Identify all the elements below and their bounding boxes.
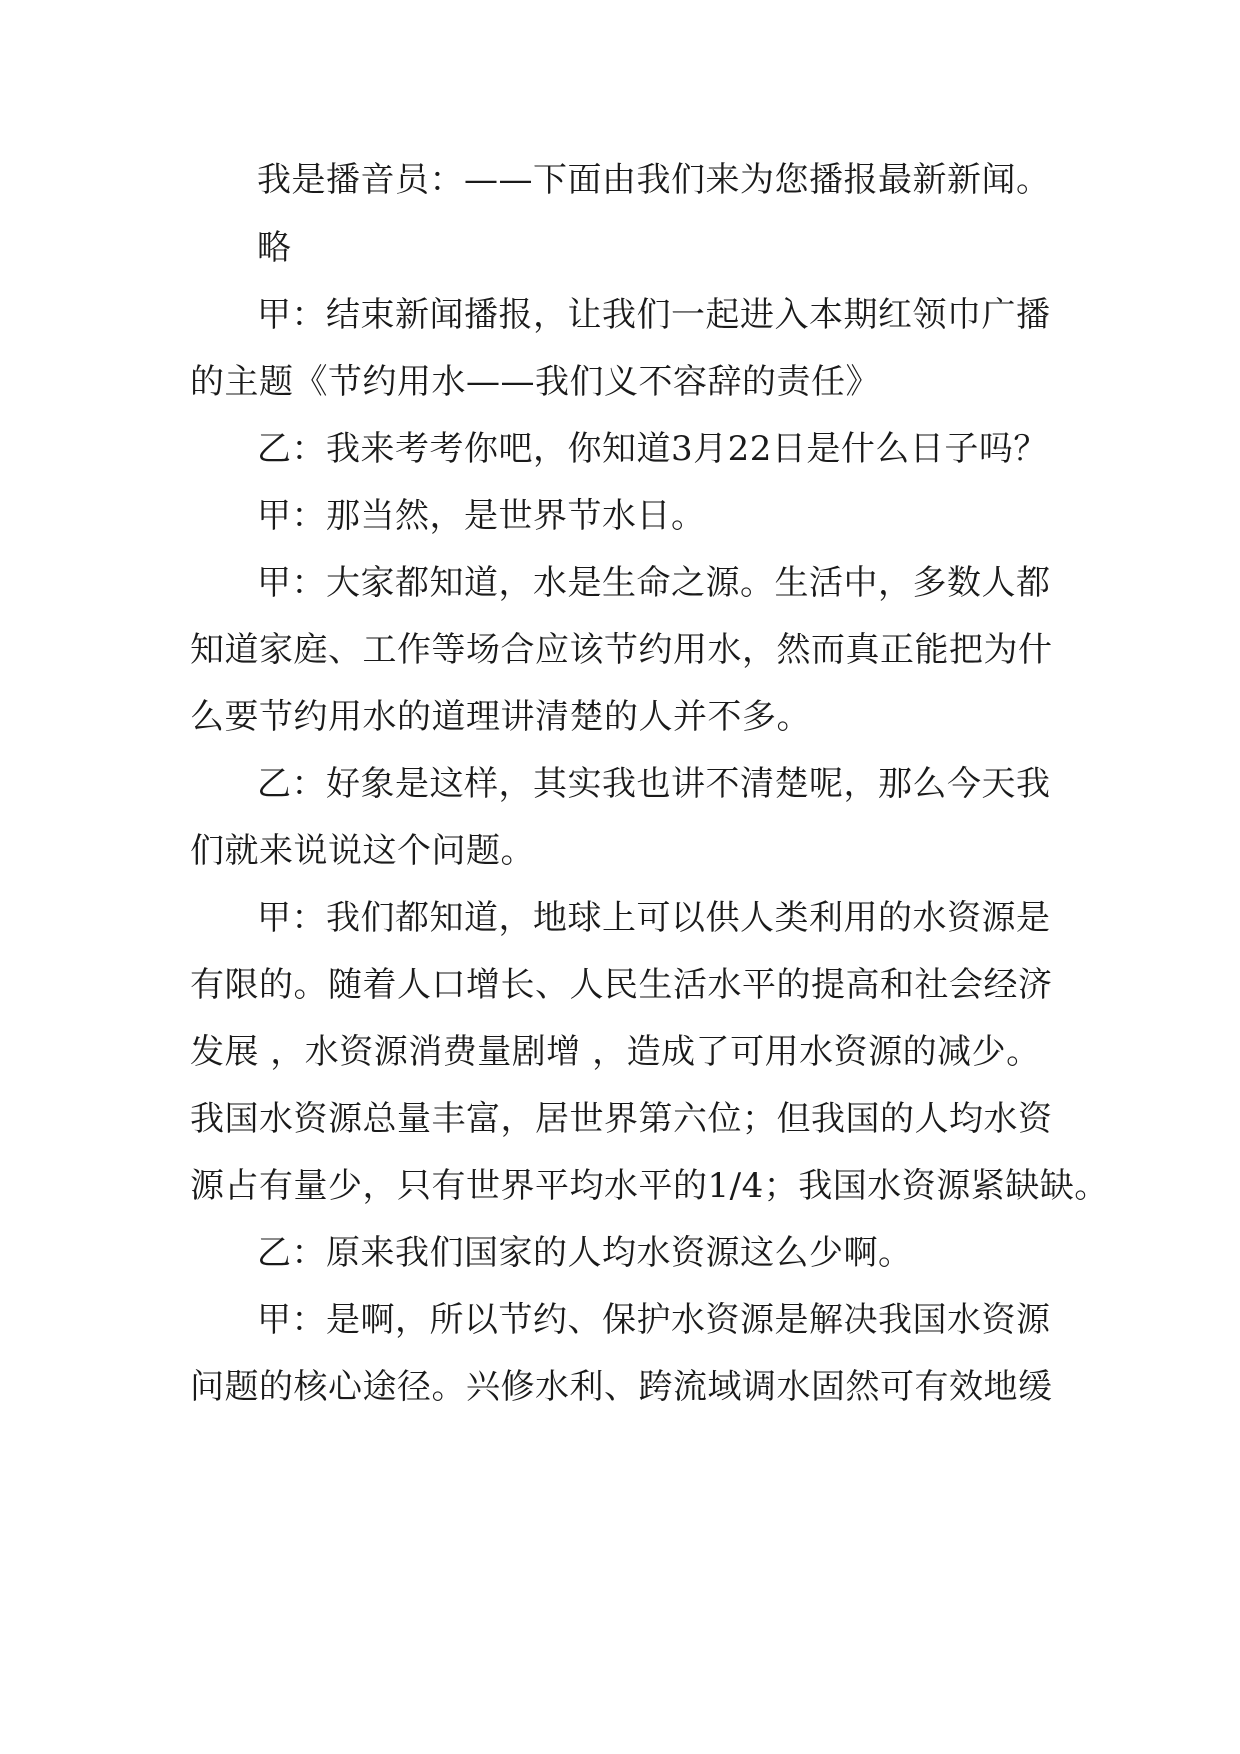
text-line: 甲：大家都知道，水是生命之源。生活中，多数人都 xyxy=(257,563,1051,603)
text-line: 知道家庭、工作等场合应该节约用水，然而真正能把为什 xyxy=(190,630,1053,670)
text-line: 甲：是啊，所以节约、保护水资源是解决我国水资源 xyxy=(257,1300,1051,1340)
text-line: 我国水资源总量丰富，居世界第六位；但我国的人均水资 xyxy=(190,1099,1053,1139)
text-line: 乙：我来考考你吧，你知道3月22日是什么日子吗？ xyxy=(257,429,1048,469)
text-line: 问题的核心途径。兴修水利、跨流域调水固然可有效地缓 xyxy=(190,1367,1053,1407)
text-line: 甲：那当然，是世界节水日。 xyxy=(257,496,706,536)
text-line: 源占有量少，只有世界平均水平的1/4；我国水资源紧缺缺。 xyxy=(190,1166,1109,1206)
text-line: 有限的。随着人口增长、人民生活水平的提高和社会经济 xyxy=(190,965,1053,1005)
text-line: 么要节约用水的道理讲清楚的人并不多。 xyxy=(190,697,811,737)
text-line: 甲：我们都知道，地球上可以供人类利用的水资源是 xyxy=(257,898,1051,938)
text-line: 们就来说说这个问题。 xyxy=(190,831,535,871)
text-line: 发展 ，水资源消费量剧增 ，造成了可用水资源的减少。 xyxy=(190,1032,1041,1072)
text-line-announcer: 我是播音员：——下面由我们来为您播报最新新闻。 xyxy=(257,160,1051,200)
text-line: 乙：好象是这样，其实我也讲不清楚呢，那么今天我 xyxy=(257,764,1051,804)
text-line-omitted: 略 xyxy=(257,228,292,268)
text-line: 的主题《节约用水——我们义不容辞的责任》 xyxy=(190,362,880,402)
text-line: 乙：原来我们国家的人均水资源这么少啊。 xyxy=(257,1233,913,1273)
text-line: 甲：结束新闻播报，让我们一起进入本期红领巾广播 xyxy=(257,295,1051,335)
